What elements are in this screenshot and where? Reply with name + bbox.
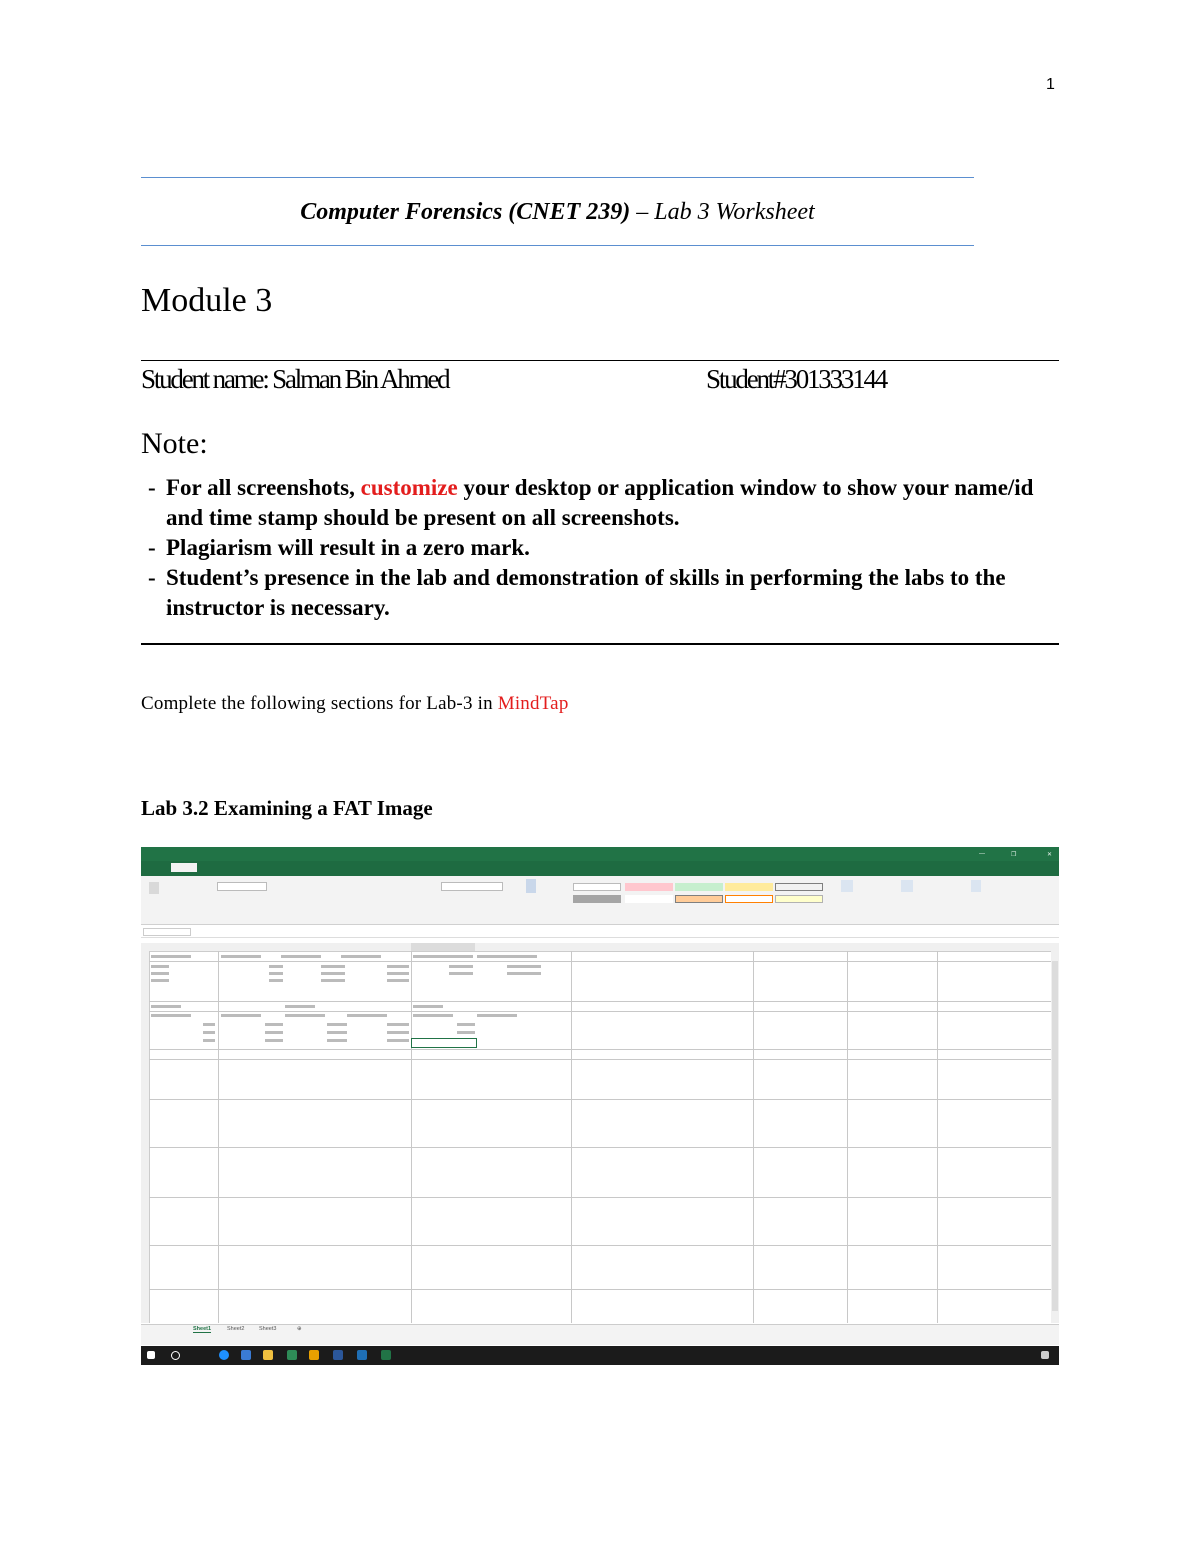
student-number: Student#301333144	[706, 364, 887, 394]
store-icon[interactable]	[241, 1350, 251, 1360]
note-bullet: - For all screenshots, customize your desktop or application window to show your name/id and time stamp should be present on all screenshots.	[148, 475, 1034, 530]
edge-icon[interactable]	[219, 1350, 229, 1360]
course-title: Computer Forensics (CNET 239)	[300, 199, 631, 225]
note-bullets	[148, 473, 1048, 623]
row-headers	[141, 951, 150, 1323]
header-rule-bottom	[141, 245, 974, 246]
excel-screenshot	[141, 847, 1059, 1365]
app-icon[interactable]	[287, 1350, 297, 1360]
start-icon[interactable]	[147, 1351, 155, 1359]
note-heading: Note:	[141, 427, 208, 460]
student-rule-top	[141, 360, 1059, 361]
selected-cell[interactable]	[411, 1038, 477, 1048]
folder-icon[interactable]	[263, 1350, 273, 1360]
note-bullet: - Student’s presence in the lab and demonstration of skills in performing the labs to the instructor is necessary.	[148, 565, 1006, 620]
module-heading: Module 3	[141, 282, 273, 319]
name-box	[143, 928, 191, 936]
header-rule-top	[141, 177, 974, 178]
mindtap-link: MindTap	[497, 693, 569, 714]
word-icon[interactable]	[333, 1350, 343, 1360]
close-icon: ✕	[1047, 852, 1053, 858]
app-icon[interactable]	[357, 1350, 367, 1360]
document-header-title	[141, 199, 974, 226]
add-sheet-icon[interactable]: ⊕	[297, 1326, 302, 1332]
instructions-line: Complete the following sections for Lab-3 in MindTap	[141, 693, 569, 714]
customize-highlight: customize	[360, 475, 458, 500]
excel-ribbon	[141, 876, 1059, 925]
notification-icon[interactable]	[1041, 1351, 1049, 1359]
student-name: Student name: Salman Bin Ahmed	[141, 364, 449, 394]
page-number: 1	[1046, 76, 1055, 93]
windows-taskbar	[141, 1346, 1059, 1365]
app-icon[interactable]	[309, 1350, 319, 1360]
restore-icon: ❐	[1011, 852, 1017, 858]
search-icon[interactable]	[171, 1351, 180, 1360]
note-bullet: - Plagiarism will result in a zero mark.	[148, 535, 530, 560]
status-bar	[141, 1335, 1059, 1345]
tab-sheet1[interactable]: Sheet1	[193, 1326, 212, 1332]
tab-sheet3[interactable]: Sheet3	[259, 1326, 277, 1332]
column-headers	[141, 943, 1059, 952]
excel-icon[interactable]	[381, 1350, 391, 1360]
worksheet-label: – Lab 3 Worksheet	[630, 199, 815, 225]
note-rule-bottom	[141, 643, 1059, 645]
tab-sheet2[interactable]: Sheet2	[227, 1326, 245, 1332]
lab-heading: Lab 3.2 Examining a FAT Image	[141, 796, 433, 820]
minimize-icon: —	[979, 851, 985, 857]
vertical-scrollbar[interactable]	[1051, 951, 1059, 1323]
formula-bar	[141, 927, 1059, 938]
excel-titlebar	[141, 847, 1059, 876]
